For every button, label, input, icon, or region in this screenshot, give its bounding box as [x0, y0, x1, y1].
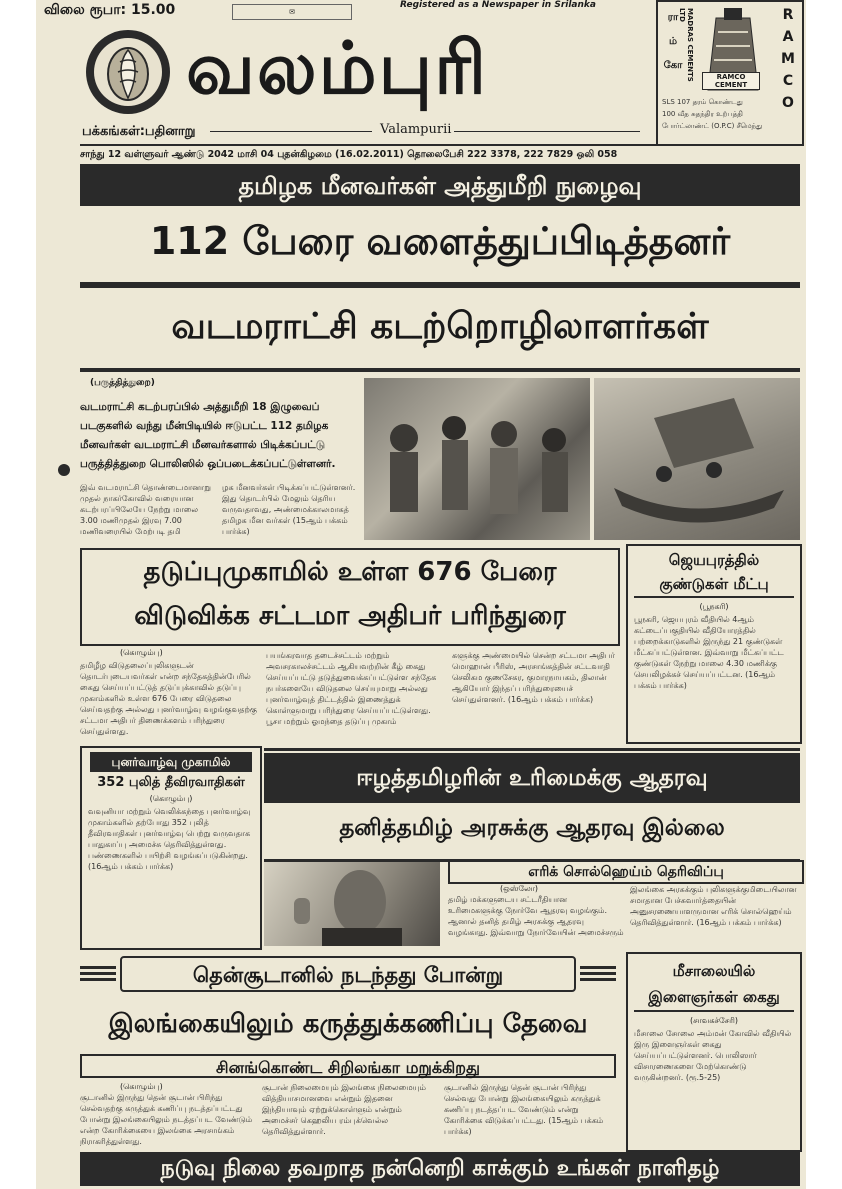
- detainees-headline-box: [80, 548, 620, 646]
- masthead-title: வலம்புரி: [186, 26, 489, 110]
- jayapuram-headline-2: குண்டுகள் மீட்பு: [634, 572, 794, 598]
- jayapuram-headline-1: ஜெயபுரத்தில்: [668, 551, 760, 569]
- lead-intro: வடமராட்சி கடற்பரப்பில் அத்துமீறி 18 இழுவைப் படகுகளில் வந்து மீன்பிடியில் ஈடுபட்ட 112 தமிழக மீனவர்கள் வடமராட்சி மீனவர்களால் பிடிக்கப்பட்டு பருத்தித்துறை பொலிஸில் ஒப்படைக்கப்பட்டுள்ளனர்.: [80, 401, 336, 470]
- meesalai-body: மீசாலை சோலை அம்மன் கோவில் வீதியில் இரு இளைஞர்கள் கைது செய்யப்பட்டுள்ளனர். பொலிஸார் விசாரணைகளை மேற்கொண்டு வருகின்றனர். (ரூ.5-25): [634, 1029, 792, 1082]
- detainees-headline-2: விடுவிக்க சட்டமா அதிபர் பரிந்துரை: [134, 601, 566, 631]
- jayapuram-box: [626, 544, 802, 744]
- detainees-headline-1: தடுப்புமுகாமில் உள்ள 676 பேரை: [143, 557, 557, 587]
- ad-letter: A: [782, 29, 794, 45]
- meesalai-headline-1: மீசாலையில்: [672, 962, 756, 980]
- sudan-column-3: சூடானில் இருந்து தென் சூடான் பிரிந்து செல்வது போன்று இலங்கையிலும் கருத்துக் கணிப்பு நடத்தப்பட வேண்டும் என்று கோரிக்கை விடுக்கப்பட்டது. (15ஆம் பக்கம் பார்க்க): [444, 1083, 604, 1136]
- sudan-column-1: சூடானில் இருந்து தென் சூடான் பிரிந்து செல்வதற்கு கருத்துக் கணிப்பு நடத்தப்பட்டது போன்று இலங்கையிலும் நடத்தப்பட வேண்டும் என்ற கோரிக்கையை இலங்கை அரசாங்கம் நிராகரித்துள்ளது.: [80, 1093, 253, 1146]
- ad-line: 100 வீத சுதந்திர உற்பத்தி: [662, 110, 743, 118]
- solheim-headline-2: தனித்தமிழ் அரசுக்கு ஆதரவு இல்லை: [339, 815, 725, 841]
- sudan-dateline: (கொழும்பு): [120, 1082, 163, 1091]
- ad-copy: [662, 96, 774, 132]
- ad-line: SLS 107 தரம் கொண்டது: [662, 98, 743, 106]
- lead-kicker: தமிழக மீனவர்கள் அத்துமீறி நுழைவு: [80, 166, 800, 206]
- lead-column-1: இவ் வடமராட்சி தொண்டைமானாறு முதல் நாகர்கோவில் வரையான கடற்பரப்பிலேயே நேற்று மாலை 3.00 மணிமுதல் இரவு 7.00 மணிவரையில் மேற்படி தமி: [80, 483, 211, 536]
- lead-headline: 112 பேரை வளைத்துப்பிடித்தனர்: [149, 219, 731, 263]
- conch-emblem: [84, 28, 172, 116]
- photo-erik-solheim: [264, 862, 440, 946]
- detainees-column-3: களுக்கு அண்மையில் சென்ற சட்டமா அதிபர் மொஹான் பீரிஸ், அரசாங்கத்தின் சட்டவாதி செலிகம குணசேகர, குமாரநாயகம், திலான் ஆகியோர் இந்தப் பரிந்துரையைச் செய்துள்ளனர். (16ஆம் பக்கம் பார்க்க): [452, 651, 615, 704]
- detainees-dateline: (கொழும்பு): [120, 648, 163, 657]
- sudan-headline-1: தென்சூடானில் நடந்தது போன்று: [120, 956, 576, 992]
- ad-letter: ரா: [667, 12, 679, 23]
- photo-fishermen-crowd: [364, 378, 590, 540]
- rehab-box: [80, 746, 262, 950]
- meesalai-dateline: (சாவகச்சேரி): [690, 1016, 738, 1025]
- ad-letter: ம்: [668, 36, 678, 47]
- dateline-bar: சாந்து 12 வள்ளுவர் ஆண்டு 2042 மாசி 04 புதன்கிழமை (16.02.2011) தொலைபேசி 222 3378, 222 7829 ஒலி 058: [80, 144, 800, 166]
- page-count: பக்கங்கள்:பதினாறு: [82, 124, 196, 139]
- conch-icon: [84, 28, 172, 116]
- rehab-body: வவுனியா மற்றும் வெலிக்கந்தை புனர்வாழ்வு முகாம்களில் தற்போது 352 புலித் தீவிரவாதிகள் புனர்வாழ்வு பெற்று வருவதாக பாதுகாப்பு அமைச்சு தெரிவித்துள்ளது. பண்ணைகளில் பயிற்சி வழங்கப்படுகின்றது. (16ஆம் பக்கம் பார்க்க): [88, 807, 251, 871]
- solheim-column-1: தமிழ் மக்களுடைய சட்டரீதியான உரிமைகளுக்கு நோர்வே ஆதரவு வழங்கும். ஆனால் தனித் தமிழ் அரசுக்கு ஆதரவு வழங்காது. இவ்வாறு நோர்வேயின் அமைச்சரும்: [448, 895, 624, 937]
- rule: [210, 131, 372, 132]
- lead-dateline: (பருத்தித்துறை): [90, 378, 155, 388]
- sudan-subheadline: சினங்கொண்ட சிறிலங்கா மறுக்கிறது: [80, 1054, 616, 1078]
- rule: [80, 368, 800, 372]
- boat-image: [594, 378, 800, 540]
- ad-letter: R: [782, 7, 794, 23]
- photo-boats: [594, 378, 800, 540]
- ad-letter: கோ: [663, 60, 683, 71]
- detainees-column-2: பயங்கரவாத தடைச்சட்டம் மற்றும் அவசரகாலச்சட்டம் ஆகியவற்றின் கீழ் கைது செய்யப்பட்டு தடுத்துவைக்கப்பட்டுள்ள சந்தேக நபர்களையே விடுதலை செய்யுமாறு அல்லது புனர்வாழ்வுத் திட்டத்தில் இணைத்துக் கொள்ளுமாறு பரிந்துரை செய்யப்பட்டுள்ளது. பூசா மற்றும் ஓமந்தை தடுப்பு முகாம்: [266, 651, 437, 726]
- ad-letter: M: [781, 51, 795, 67]
- portrait-image: [264, 862, 440, 946]
- lead-column-2: ழக மீனவர்கள் பிடிக்கப்பட்டுள்ளனர். இது தொடர்பில் மேலும் தெரிய வருவதாவது, அண்மைக்காலமாகத் தமிழக மீன வர்கள் (15ஆம் பக்கம் பார்க்க): [222, 483, 356, 536]
- decor-lines: [580, 966, 616, 982]
- solheim-headline-block: [264, 748, 800, 862]
- crowd-image: [364, 378, 590, 540]
- solheim-headline-1: ஈழத்தமிழரின் உரிமைக்கு ஆதரவு: [264, 753, 800, 803]
- bullet-dot: [58, 464, 70, 476]
- postal-stamp: ✉: [232, 4, 352, 20]
- lead-subheadline: வடமராட்சி கடற்றொழிலாளர்கள்: [171, 306, 709, 347]
- masthead-title-latin: Valampurii: [380, 122, 452, 137]
- meesalai-box: [626, 952, 802, 1152]
- sudan-kicker-row: [80, 956, 616, 992]
- rehab-headline-2: 352 புலித் தீவிரவாதிகள்: [97, 775, 245, 790]
- madras-cements: MADRAS CEMENTS LTD: [678, 8, 694, 82]
- jayapuram-body: பூநகரி, ஜெயபுரம் வீதியில் 4ஆம் கட்டைப்பகுதியில் வீதியோரத்தில் பற்றைக்காடுகளில் இருந்து 21 குண்டுகள் மீட்கப்பட்டுள்ளன. இவ்வாறு மீட்கப்பட்ட குண்டுகள் நேற்று மாலை 4.30 மணிக்கு செயலிழக்கச் செய்யப்பட்டன. (16ஆம் பக்கம் பார்க்க): [634, 615, 784, 690]
- solheim-dateline: (ஒஸ்லோ): [500, 884, 539, 893]
- rule: [80, 282, 800, 288]
- solheim-subheadline: எரிக் சொல்ஹெய்ம் தெரிவிப்பு: [448, 860, 804, 884]
- ad-line: போர்ட்லாண்ட் (O.P.C) சீமெந்து: [662, 122, 763, 130]
- solheim-column-2: இலங்கை அரசுக்கும் புலிகளுக்குமிடையிலான சமாதான பேச்சுவார்த்தையின் அனுசரணையாளருமான எரிக் சொல்ஹெய்ம் தெரிவித்துள்ளார். (16ஆம் பக்கம் பார்க்க): [630, 885, 797, 927]
- ad-letter: C: [782, 73, 794, 89]
- ad-letter: O: [782, 95, 794, 111]
- ramco-vertical: [776, 4, 800, 114]
- detainees-column-1: தமிழீழ விடுதலைப்புலிகளுடன் தொடர்புடையவர்கள் என்ற சந்தேகத்தின்பேரில் கைது செய்யப்பட்டுத் தடுப்புக்காவில் தடுப்பு முகாம்களில் உள்ள 676 பேரை விடுதலை செய்வதற்கு அல்லது புனர்வாழ்வு வழங்குவதற்கு சட்டமா அதிபர் திணைக்களம் பரிந்துரை செய்துள்ளது.: [80, 661, 257, 736]
- jayapuram-dateline: (பூநகரி): [699, 602, 729, 611]
- price: விலை ரூபா: 15.00: [44, 2, 176, 18]
- ramco-cement-logo: RAMCO CEMENT: [702, 72, 760, 90]
- sudan-column-2: சூடான் நிலைமையும் இலங்கை நிலைமையும் வித்தியாசமானவை என்றும் இதனை இந்தியாவும் ஏற்றுக்கொள்ளும் என்றும் அமைச்சர் கெஹலிய ரம்புக்வெல்ல தெரிவித்துள்ளார்.: [262, 1083, 426, 1136]
- meesalai-headline-2: இளைஞர்கள் கைது: [634, 984, 794, 1012]
- rule: [454, 131, 640, 132]
- footer-slogan: நடுவு நிலை தவறாத நன்னெறி காக்கும் உங்கள் நாளிதழ்: [80, 1152, 800, 1186]
- sudan-headline-2: இலங்கையிலும் கருத்துக்கணிப்பு தேவை: [108, 1009, 588, 1039]
- rehab-dateline: (கொழும்பு): [149, 794, 193, 803]
- rehab-headline-1: புனர்வாழ்வு முகாமில்: [90, 752, 252, 772]
- registered-note: Registered as a Newspaper in Srilanka: [400, 0, 596, 10]
- ramco-ad: [656, 0, 804, 146]
- decor-lines: [80, 966, 116, 982]
